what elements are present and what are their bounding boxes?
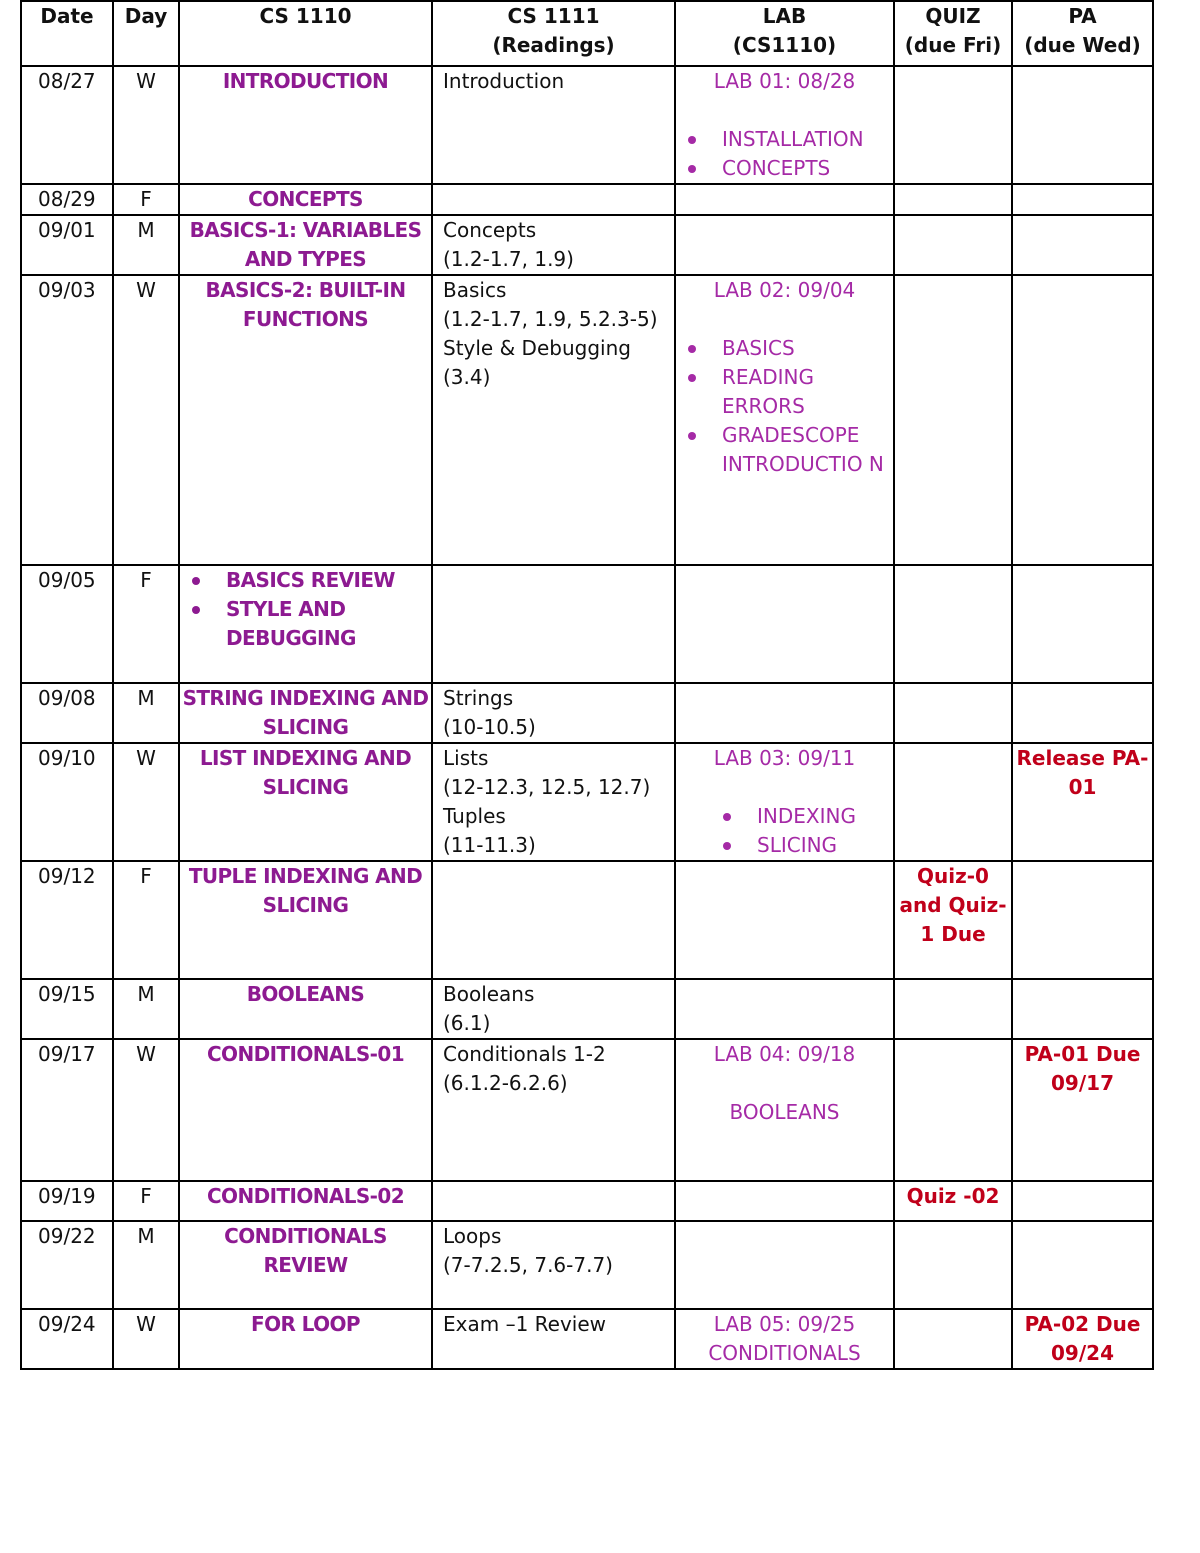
- lab-title: LAB 02: 09/04: [713, 278, 856, 302]
- readings-cell: [432, 743, 675, 861]
- lecture-topic-item: STYLE AND DEBUGGING: [180, 595, 431, 653]
- day-cell: [113, 215, 179, 275]
- readings-cell: [432, 861, 675, 979]
- header-date: Date: [21, 1, 113, 66]
- lab-cell: [675, 1039, 894, 1181]
- day-text: M: [137, 982, 155, 1006]
- lecture-topic-text: CONDITIONALS-02: [206, 1184, 405, 1208]
- lecture-topic-list: [180, 566, 431, 653]
- day-text: F: [140, 1184, 152, 1208]
- reading-line: (1.2-1.7, 1.9, 5.2.3-5): [443, 307, 658, 331]
- quiz-text: Quiz-0 and Quiz-1 Due: [899, 864, 1007, 946]
- day-cell: [113, 861, 179, 979]
- lecture-topic-text: INTRODUCTION: [222, 69, 389, 93]
- day-cell: [113, 184, 179, 215]
- day-text: F: [140, 568, 152, 592]
- schedule-row: [21, 565, 1153, 683]
- date-cell: [21, 66, 113, 184]
- lab-topic-item: INSTALLATION: [676, 125, 893, 154]
- lab-topic-item: SLICING: [676, 831, 893, 860]
- day-cell: [113, 275, 179, 565]
- date-cell: [21, 979, 113, 1039]
- day-cell: [113, 1221, 179, 1309]
- day-cell: [113, 979, 179, 1039]
- date-cell: [21, 275, 113, 565]
- quiz-cell: [894, 275, 1012, 565]
- lab-cell: [675, 215, 894, 275]
- date-text: 09/08: [38, 686, 96, 710]
- pa-cell: [1012, 743, 1153, 861]
- day-cell: [113, 683, 179, 743]
- day-text: W: [136, 278, 156, 302]
- schedule-row: [21, 66, 1153, 184]
- lecture-topic-text: CONDITIONALS REVIEW: [224, 1224, 387, 1277]
- lab-spacer: [676, 305, 893, 334]
- reading-line: (10-10.5): [443, 715, 536, 739]
- date-cell: [21, 683, 113, 743]
- header-day: Day: [113, 1, 179, 66]
- lab-cell: [675, 565, 894, 683]
- lecture-topic-cell: [179, 743, 432, 861]
- day-cell: [113, 1309, 179, 1369]
- lab-cell: [675, 275, 894, 565]
- schedule-row: [21, 861, 1153, 979]
- date-text: 09/24: [38, 1312, 96, 1336]
- pa-cell: [1012, 1221, 1153, 1309]
- lab-cell: [675, 1181, 894, 1221]
- schedule-row: [21, 275, 1153, 565]
- schedule-row: [21, 1221, 1153, 1309]
- lecture-topic-text: BOOLEANS: [246, 982, 365, 1006]
- lecture-topic-cell: [179, 1309, 432, 1369]
- reading-line: Strings: [443, 686, 514, 710]
- date-text: 09/22: [38, 1224, 96, 1248]
- schedule-row: [21, 215, 1153, 275]
- date-text: 09/15: [38, 982, 96, 1006]
- day-text: F: [140, 864, 152, 888]
- reading-line: Basics: [443, 278, 507, 302]
- lab-topic-item: READING ERRORS: [676, 363, 893, 421]
- lab-topic-text: CONDITIONALS: [708, 1341, 861, 1365]
- day-cell: [113, 66, 179, 184]
- pa-cell: [1012, 66, 1153, 184]
- date-cell: [21, 215, 113, 275]
- quiz-cell: [894, 184, 1012, 215]
- day-text: W: [136, 1042, 156, 1066]
- schedule-row: [21, 184, 1153, 215]
- date-text: 09/05: [38, 568, 96, 592]
- day-text: M: [137, 686, 155, 710]
- lecture-topic-text: FOR LOOP: [251, 1312, 360, 1336]
- quiz-cell: [894, 565, 1012, 683]
- lab-cell: [675, 743, 894, 861]
- header-cs1111: CS 1111 (Readings): [432, 1, 675, 66]
- lab-topic-item: GRADESCOPE INTRODUCTIO N: [676, 421, 893, 479]
- quiz-cell: [894, 743, 1012, 861]
- lab-topic-text: BOOLEANS: [729, 1100, 840, 1124]
- quiz-cell: [894, 1181, 1012, 1221]
- lecture-topic-cell: [179, 184, 432, 215]
- reading-line: (6.1.2-6.2.6): [443, 1071, 568, 1095]
- pa-cell: [1012, 1309, 1153, 1369]
- lecture-topic-cell: [179, 215, 432, 275]
- quiz-cell: [894, 1309, 1012, 1369]
- pa-cell: [1012, 215, 1153, 275]
- lab-topic-list: [676, 125, 893, 183]
- lab-title: LAB 01: 08/28: [713, 69, 856, 93]
- lab-topic-item: BASICS: [676, 334, 893, 363]
- reading-line: Conditionals 1-2: [443, 1042, 606, 1066]
- lab-topic-item: CONCEPTS: [676, 154, 893, 183]
- readings-cell: [432, 565, 675, 683]
- readings-cell: [432, 1221, 675, 1309]
- readings-cell: [432, 184, 675, 215]
- header-cs1110: CS 1110: [179, 1, 432, 66]
- lab-cell: [675, 979, 894, 1039]
- date-cell: [21, 184, 113, 215]
- day-cell: [113, 1181, 179, 1221]
- lab-topic-list: [676, 334, 893, 479]
- reading-line: Tuples: [443, 804, 506, 828]
- pa-cell: [1012, 683, 1153, 743]
- lecture-topic-cell: [179, 565, 432, 683]
- pa-cell: [1012, 979, 1153, 1039]
- lab-cell: [675, 184, 894, 215]
- header-row: [21, 1, 1153, 66]
- lecture-topic-text: LIST INDEXING AND SLICING: [199, 746, 412, 799]
- pa-cell: [1012, 861, 1153, 979]
- date-cell: [21, 743, 113, 861]
- header-quiz: QUIZ (due Fri): [894, 1, 1012, 66]
- reading-line: (1.2-1.7, 1.9): [443, 247, 574, 271]
- day-text: M: [137, 218, 155, 242]
- date-text: 09/10: [38, 746, 96, 770]
- lecture-topic-text: CONCEPTS: [248, 187, 363, 211]
- lecture-topic-text: CONDITIONALS-01: [206, 1042, 405, 1066]
- lecture-topic-cell: [179, 861, 432, 979]
- quiz-cell: [894, 979, 1012, 1039]
- reading-line: (12-12.3, 12.5, 12.7): [443, 775, 651, 799]
- course-schedule-table: [20, 0, 1154, 1370]
- date-cell: [21, 1039, 113, 1181]
- lab-cell: [675, 683, 894, 743]
- lecture-topic-cell: [179, 1221, 432, 1309]
- schedule-row: [21, 1181, 1153, 1221]
- day-text: W: [136, 746, 156, 770]
- schedule-row: [21, 743, 1153, 861]
- date-text: 09/12: [38, 864, 96, 888]
- pa-cell: [1012, 1181, 1153, 1221]
- day-cell: [113, 1039, 179, 1181]
- reading-line: Exam –1 Review: [443, 1312, 607, 1336]
- reading-line: Booleans: [443, 982, 535, 1006]
- date-text: 09/17: [38, 1042, 96, 1066]
- readings-cell: [432, 215, 675, 275]
- lecture-topic-cell: [179, 66, 432, 184]
- lecture-topic-text: BASICS-2: BUILT-IN FUNCTIONS: [205, 278, 406, 331]
- date-text: 09/03: [38, 278, 96, 302]
- lecture-topic-text: TUPLE INDEXING AND SLICING: [188, 864, 423, 917]
- lab-topic-item: INDEXING: [676, 802, 893, 831]
- pa-cell: [1012, 275, 1153, 565]
- lecture-topic-text: BASICS-1: VARIABLES AND TYPES: [189, 218, 422, 271]
- date-cell: [21, 565, 113, 683]
- reading-line: (11-11.3): [443, 833, 536, 857]
- quiz-cell: [894, 66, 1012, 184]
- quiz-cell: [894, 861, 1012, 979]
- day-text: W: [136, 69, 156, 93]
- lab-title: LAB 03: 09/11: [713, 746, 856, 770]
- day-text: W: [136, 1312, 156, 1336]
- reading-line: (6.1): [443, 1011, 491, 1035]
- date-text: 09/19: [38, 1184, 96, 1208]
- day-text: F: [140, 187, 152, 211]
- readings-cell: [432, 683, 675, 743]
- lab-topic-list: [676, 802, 893, 860]
- header-lab: LAB (CS1110): [675, 1, 894, 66]
- date-cell: [21, 1181, 113, 1221]
- schedule-row: [21, 1039, 1153, 1181]
- date-text: 09/01: [38, 218, 96, 242]
- day-cell: [113, 743, 179, 861]
- day-cell: [113, 565, 179, 683]
- pa-cell: [1012, 1039, 1153, 1181]
- date-cell: [21, 1221, 113, 1309]
- reading-line: Style & Debugging: [443, 336, 631, 360]
- lecture-topic-cell: [179, 979, 432, 1039]
- lab-title: LAB 04: 09/18: [713, 1042, 856, 1066]
- reading-line: Lists: [443, 746, 489, 770]
- reading-line: Introduction: [443, 69, 565, 93]
- lecture-topic-item: BASICS REVIEW: [180, 566, 431, 595]
- readings-cell: [432, 1181, 675, 1221]
- pa-text: PA-02 Due 09/24: [1024, 1312, 1141, 1365]
- quiz-cell: [894, 1221, 1012, 1309]
- quiz-cell: [894, 1039, 1012, 1181]
- schedule-row: [21, 683, 1153, 743]
- lab-cell: [675, 66, 894, 184]
- lab-cell: [675, 861, 894, 979]
- lab-spacer: [676, 1069, 893, 1098]
- readings-cell: [432, 1309, 675, 1369]
- day-text: M: [137, 1224, 155, 1248]
- quiz-cell: [894, 683, 1012, 743]
- lab-spacer: [676, 773, 893, 802]
- schedule-row: [21, 1309, 1153, 1369]
- reading-line: (3.4): [443, 365, 491, 389]
- pa-text: PA-01 Due 09/17: [1024, 1042, 1141, 1095]
- lab-title: LAB 05: 09/25: [713, 1312, 856, 1336]
- lab-cell: [675, 1309, 894, 1369]
- reading-line: Concepts: [443, 218, 537, 242]
- lab-cell: [675, 1221, 894, 1309]
- readings-cell: [432, 275, 675, 565]
- readings-cell: [432, 66, 675, 184]
- lecture-topic-cell: [179, 683, 432, 743]
- quiz-cell: [894, 215, 1012, 275]
- pa-cell: [1012, 184, 1153, 215]
- lecture-topic-cell: [179, 1039, 432, 1181]
- lecture-topic-cell: [179, 1181, 432, 1221]
- date-text: 08/29: [38, 187, 96, 211]
- date-cell: [21, 1309, 113, 1369]
- schedule-row: [21, 979, 1153, 1039]
- reading-line: Loops: [443, 1224, 502, 1248]
- reading-line: (7-7.2.5, 7.6-7.7): [443, 1253, 613, 1277]
- date-text: 08/27: [38, 69, 96, 93]
- pa-text: Release PA-01: [1016, 746, 1149, 799]
- pa-cell: [1012, 565, 1153, 683]
- readings-cell: [432, 979, 675, 1039]
- readings-cell: [432, 1039, 675, 1181]
- header-pa: PA (due Wed): [1012, 1, 1153, 66]
- lab-spacer: [676, 96, 893, 125]
- lecture-topic-text: STRING INDEXING AND SLICING: [182, 686, 429, 739]
- quiz-text: Quiz -02: [906, 1184, 1000, 1208]
- date-cell: [21, 861, 113, 979]
- lecture-topic-cell: [179, 275, 432, 565]
